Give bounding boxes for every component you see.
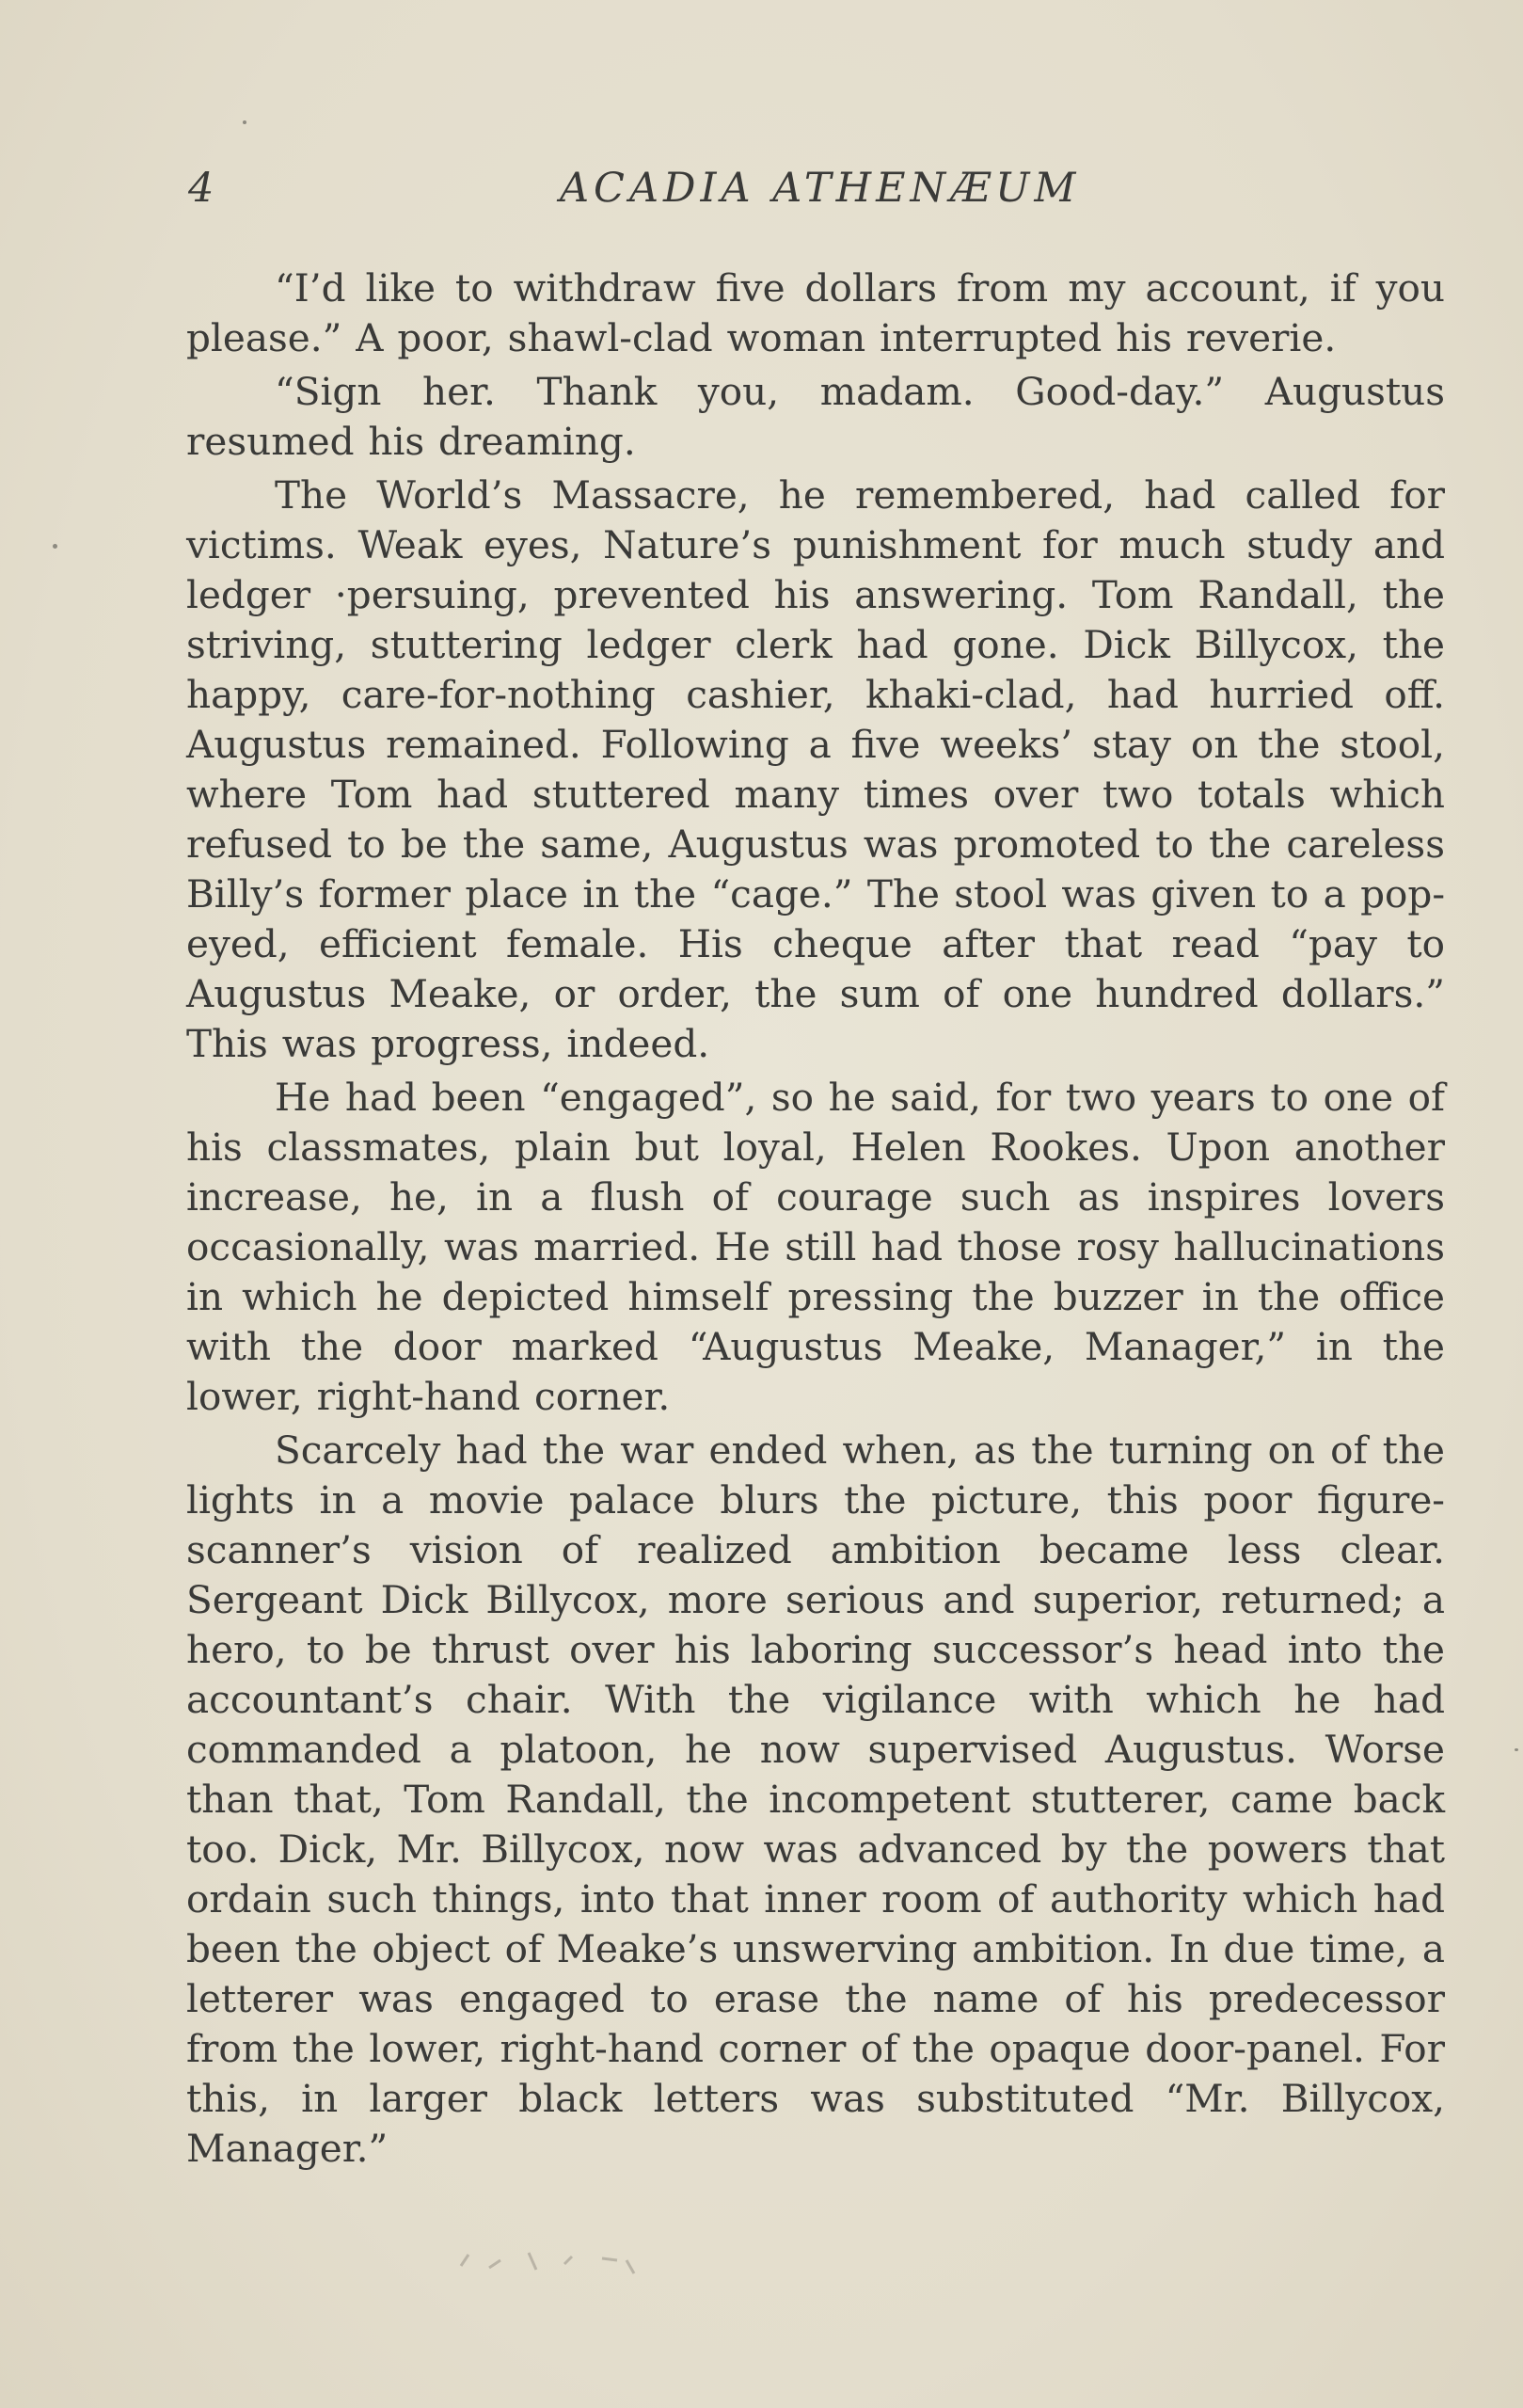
paragraph-withdraw-request: “I’d like to withdraw five dollars from my account, if you please.” A poor, shawl-clad woman interrupted his reverie. [186,265,1445,360]
running-header [188,165,1449,231]
paper-speck [243,120,246,124]
page-number: 4 [188,165,217,212]
paragraph-war-ended: Scarcely had the war ended when, as the turning on of the lights in a movie palace blurs the picture, this poor figure-scanner’s vision of realized ambition became less clear. Sergeant Dick Billycox, more serious and superior, returned; a hero, to be thrust over his laboring successor’s head into the accountant’s chair. With the vigilance with which he had commanded a platoon, he now supervised Augustus. Worse than that, Tom Randall, the incompetent stutterer, came back too. Dick, Mr. Billycox, now was advanced by the powers that ordain such things, into that inner room of authority which had been the object of Meake’s unswerving ambition. In due time, a letterer was engaged to erase the name of his predecessor from the lower, right-hand corner of the opaque door-panel. For this, in larger black letters was substituted “Mr. Billycox, Manager.” [186,1427,1445,2171]
paper-speck [53,544,57,549]
paper-scuff-mark [452,2247,696,2275]
paper-speck [1515,1748,1518,1751]
paragraph-worlds-massacre: The World’s Massacre, he remembered, had called for victims. Weak eyes, Nature’s punishment for much study and ledger ·persuing, prevented his answering. Tom Randall, the striving, stuttering ledger clerk had gone. Dick Billycox, the happy, care-for-nothing cashier, khaki-clad, had hurried off. Augustus remained. Following a five weeks’ stay on the stool, where Tom had stuttered many times over two totals which refused to be the same, Augustus was promoted to the careless Billy’s former place in the “cage.” The stool was given to a pop-eyed, efficient female. His cheque after that read “pay to Augustus Meake, or order, the sum of one hundred dollars.” This was progress, indeed. [186,472,1445,1066]
paragraph-engaged: He had been “engaged”, so he said, for two years to one of his classmates, plain but loyal, Helen Rookes. Upon another increase, he, in a flush of courage such as inspires lovers occasionally, was married. He still had those rosy hallucinations in which he depicted himself pressing the buzzer in the office with the door marked “Augustus Meake, Manager,” in the lower, right-hand corner. [186,1075,1445,1419]
running-title: ACADIA ATHENÆUM [560,165,1081,212]
paragraph-sign-her: “Sign her. Thank you, madam. Good-day.” Augustus resumed his dreaming. [186,369,1445,464]
body-text [186,263,1445,2177]
